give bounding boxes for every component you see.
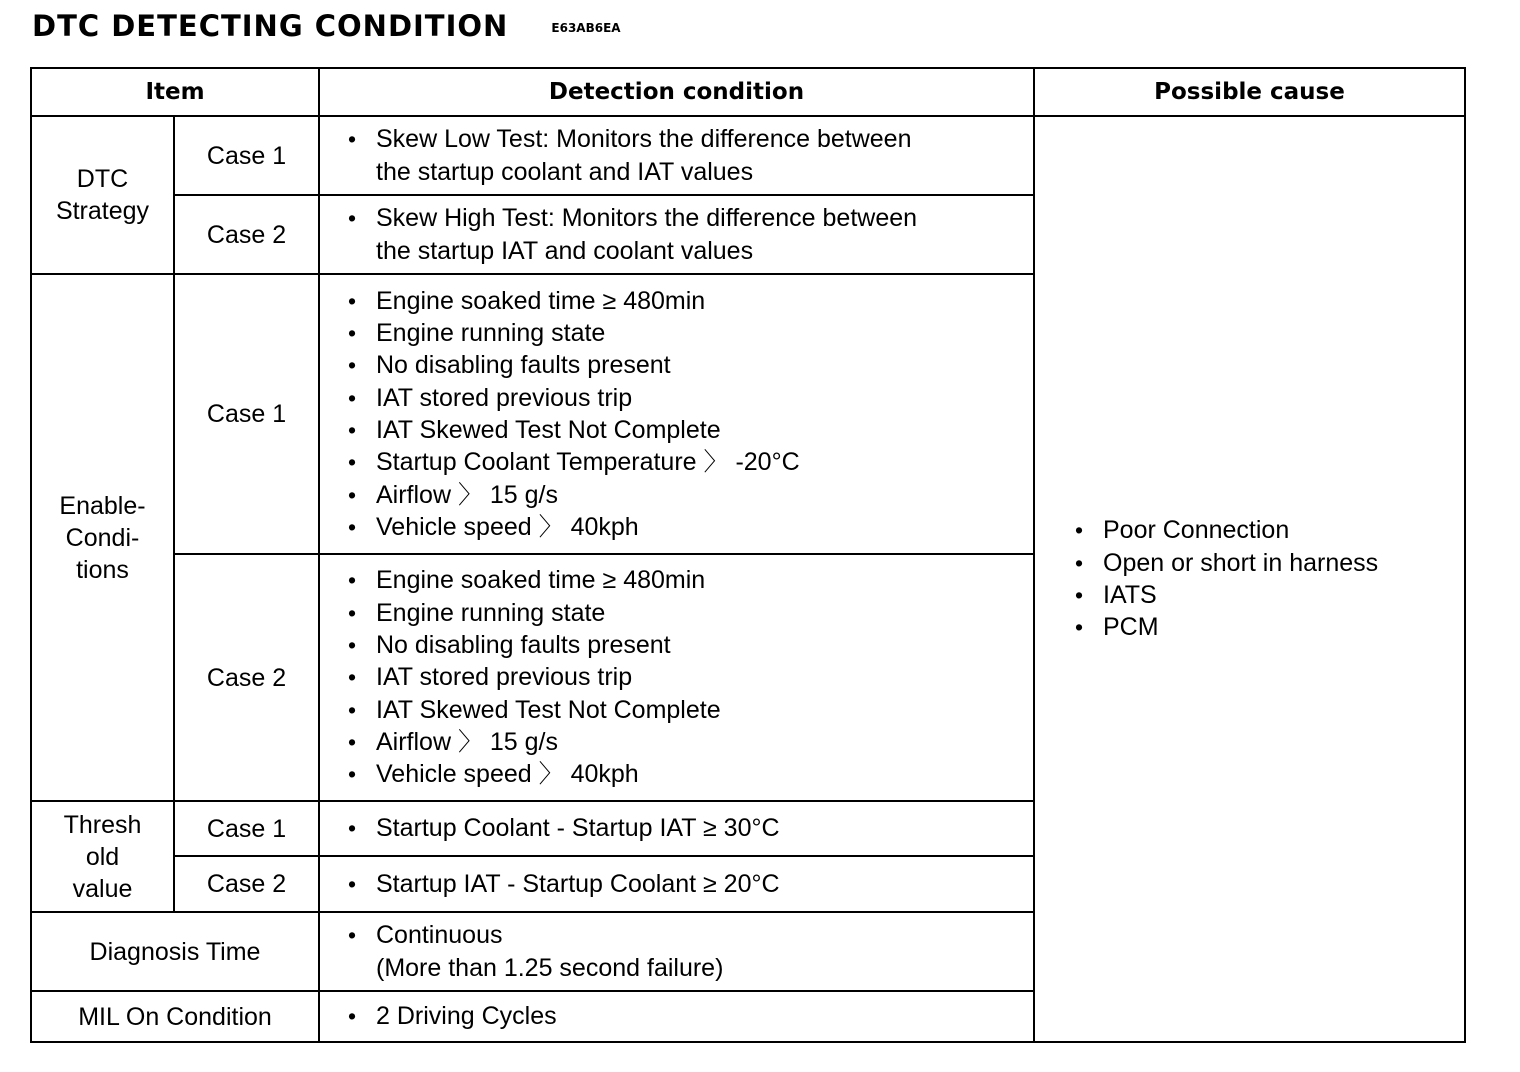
condition-text: Skew Low Test: Monitors the difference between — [376, 125, 912, 154]
list-item — [348, 123, 1033, 188]
list-item: • No disabling faults present — [348, 349, 1033, 381]
item-label-line: Enable- — [59, 491, 146, 520]
list-item: • Startup Coolant Temperature 〉 -20°C — [348, 446, 1033, 478]
detection-cell — [319, 991, 1034, 1042]
condition-text: Skew High Test: Monitors the difference between — [376, 204, 918, 233]
list-item: • Airflow 〉 15 g/s — [348, 726, 1033, 758]
dtc-condition-table — [30, 67, 1466, 1043]
item-threshold-value — [31, 801, 174, 912]
item-enable-conditions — [31, 274, 174, 801]
condition-text: (More than 1.25 second failure) — [376, 953, 724, 982]
detection-cell — [319, 195, 1034, 274]
item-label-line: tions — [76, 555, 129, 584]
title-text: DTC DETECTING CONDITION — [32, 9, 509, 43]
detection-cell — [319, 856, 1034, 912]
header-row — [31, 68, 1465, 116]
case-label: Case 2 — [174, 856, 319, 912]
list-item — [348, 202, 1033, 267]
list-item: • Airflow 〉 15 g/s — [348, 479, 1033, 511]
list-item: • PCM — [1075, 611, 1464, 643]
list-item: • IAT Skewed Test Not Complete — [348, 694, 1033, 726]
condition-text: the startup coolant and IAT values — [376, 157, 754, 186]
item-diagnosis-time: Diagnosis Time — [31, 912, 319, 991]
item-label-line: Condi- — [65, 523, 140, 552]
item-label-line: DTC — [76, 165, 129, 193]
detection-cell — [319, 116, 1034, 195]
possible-cause-cell — [1034, 116, 1465, 1042]
case-label: Case 1 — [174, 116, 319, 195]
item-label-line: value — [72, 874, 133, 903]
page-title — [32, 4, 621, 50]
item-label-line: old — [85, 842, 120, 871]
detection-cell — [319, 801, 1034, 856]
item-label-line: Strategy — [55, 197, 150, 225]
list-item: • No disabling faults present — [348, 629, 1033, 661]
item-mil-on-condition: MIL On Condition — [31, 991, 319, 1042]
list-item: • IATS — [1075, 579, 1464, 611]
list-item: • 2 Driving Cycles — [348, 1000, 1033, 1032]
list-item: • Startup IAT - Startup Coolant ≥ 20°C — [348, 868, 1033, 900]
list-item: • Engine soaked time ≥ 480min — [348, 564, 1033, 596]
header-item: Item — [31, 68, 319, 116]
detection-cell — [319, 274, 1034, 554]
document-code: E63AB6EA — [551, 21, 621, 35]
list-item — [348, 919, 1033, 984]
list-item: • Vehicle speed 〉 40kph — [348, 758, 1033, 790]
list-item: • Vehicle speed 〉 40kph — [348, 511, 1033, 543]
list-item: • Engine soaked time ≥ 480min — [348, 285, 1033, 317]
list-item: • IAT Skewed Test Not Complete — [348, 414, 1033, 446]
list-item: • Poor Connection — [1075, 514, 1464, 546]
header-possible-cause: Possible cause — [1034, 68, 1465, 116]
header-detection-condition: Detection condition — [319, 68, 1034, 116]
case-label: Case 2 — [174, 195, 319, 274]
list-item: • IAT stored previous trip — [348, 661, 1033, 693]
detection-cell — [319, 912, 1034, 991]
case-label: Case 2 — [174, 554, 319, 801]
list-item: • Startup Coolant - Startup IAT ≥ 30°C — [348, 812, 1033, 844]
condition-text: the startup IAT and coolant values — [376, 236, 754, 265]
list-item: • Open or short in harness — [1075, 547, 1464, 579]
condition-text: Continuous — [376, 921, 503, 950]
list-item: • IAT stored previous trip — [348, 382, 1033, 414]
list-item: • Engine running state — [348, 597, 1033, 629]
case-label: Case 1 — [174, 801, 319, 856]
item-label-line: Thresh — [63, 810, 142, 839]
list-item: • Engine running state — [348, 317, 1033, 349]
case-label: Case 1 — [174, 274, 319, 554]
table-row — [31, 116, 1465, 195]
item-dtc-strategy — [31, 116, 174, 274]
detection-cell — [319, 554, 1034, 801]
